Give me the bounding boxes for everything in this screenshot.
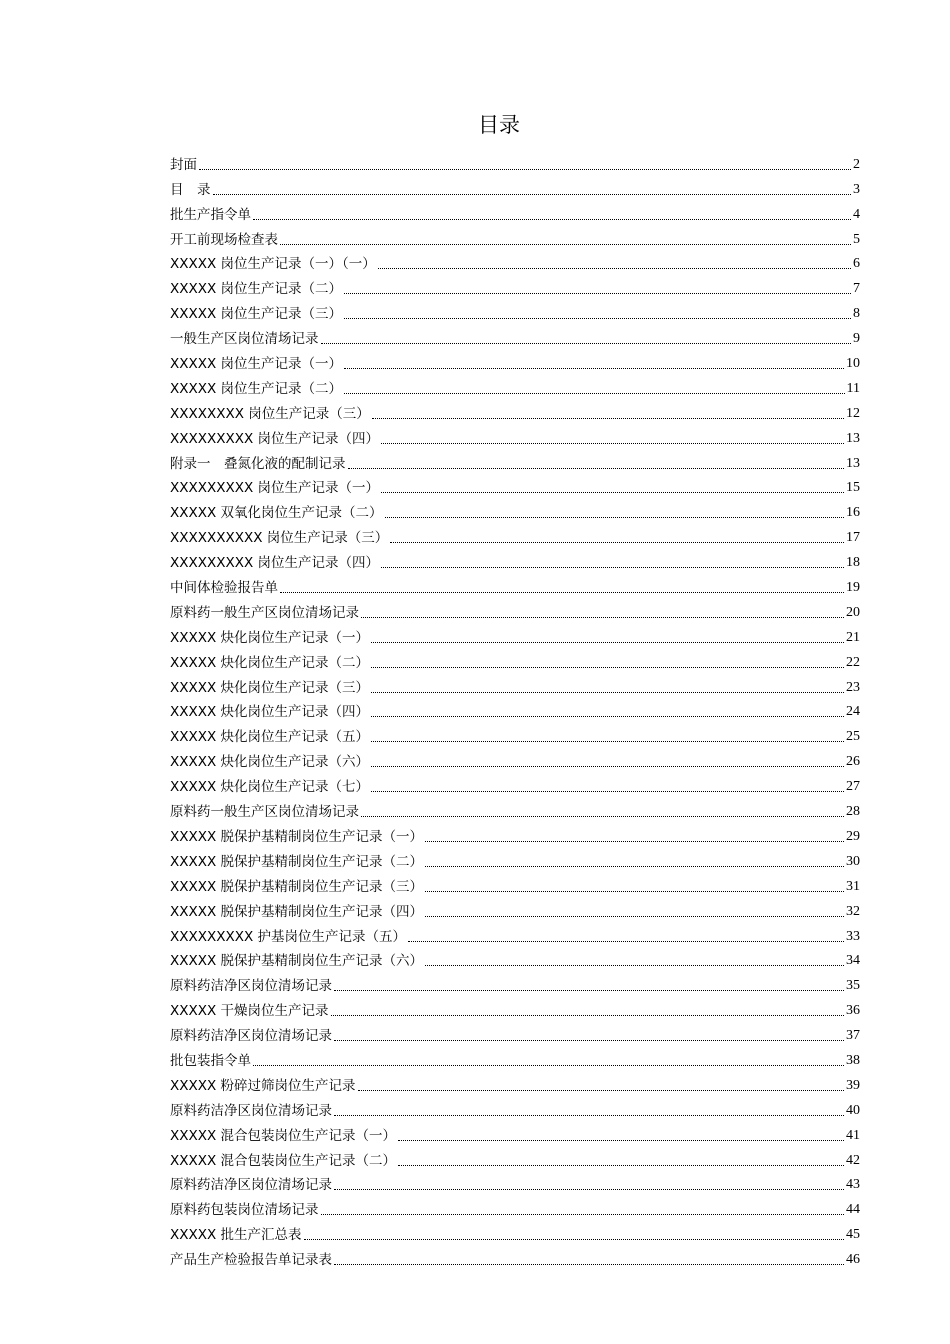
toc-entry[interactable] <box>170 1219 860 1244</box>
toc-entry-page-number: 4 <box>853 206 860 222</box>
toc-entry[interactable] <box>170 348 860 373</box>
toc-entry-label: 封面 <box>170 156 197 173</box>
toc-entry-page-number: 32 <box>846 903 860 919</box>
toc-entry-label: XXXXXXXXXX 岗位生产记录（三） <box>170 530 389 547</box>
toc-entry-page-number: 43 <box>846 1177 860 1193</box>
toc-entry-page-number: 33 <box>846 928 860 944</box>
dot-leader <box>280 244 851 245</box>
toc-entry[interactable] <box>170 199 860 224</box>
dot-leader <box>334 1189 844 1190</box>
toc-entry-page-number: 18 <box>846 555 860 571</box>
dot-leader <box>280 592 844 593</box>
toc-entry[interactable] <box>170 821 860 846</box>
toc-entry[interactable] <box>170 746 860 771</box>
toc-entry[interactable] <box>170 846 860 871</box>
toc-list <box>170 149 860 1269</box>
toc-entry-label: 附录一 叠氮化液的配制记录 <box>170 455 346 472</box>
toc-entry-page-number: 21 <box>846 629 860 645</box>
toc-entry[interactable] <box>170 896 860 921</box>
toc-entry-label: XXXXXXXX 岗位生产记录（三） <box>170 405 370 422</box>
toc-entry-label: XXXXX 炔化岗位生产记录（四） <box>170 704 370 721</box>
dot-leader <box>378 268 851 269</box>
toc-entry-label: 批包装指令单 <box>170 1052 251 1069</box>
dot-leader <box>344 293 851 294</box>
dot-leader <box>425 916 844 917</box>
dot-leader <box>331 1015 844 1016</box>
toc-entry-label: XXXXX 炔化岗位生产记录（六） <box>170 754 370 771</box>
dot-leader <box>199 169 851 170</box>
toc-entry-label: XXXXXXXXX 岗位生产记录（四） <box>170 430 380 447</box>
toc-entry-page-number: 40 <box>846 1102 860 1118</box>
toc-entry-label: 批生产指令单 <box>170 206 251 223</box>
dot-leader <box>371 667 844 668</box>
toc-entry-label: 产品生产检验报告单记录表 <box>170 1252 332 1269</box>
toc-entry-page-number: 3 <box>853 181 860 197</box>
toc-entry-page-number: 13 <box>846 455 860 471</box>
toc-entry[interactable] <box>170 522 860 547</box>
toc-entry[interactable] <box>170 249 860 274</box>
toc-entry-page-number: 30 <box>846 853 860 869</box>
toc-entry[interactable] <box>170 373 860 398</box>
toc-entry-label: 目 录 <box>170 181 211 198</box>
toc-entry[interactable] <box>170 497 860 522</box>
toc-entry[interactable] <box>170 1145 860 1170</box>
toc-entry-page-number: 22 <box>846 654 860 670</box>
dot-leader <box>381 492 844 493</box>
toc-entry-label: XXXXX 双氧化岗位生产记录（二） <box>170 505 383 522</box>
toc-entry-label: XXXXX 岗位生产记录（三） <box>170 306 343 323</box>
toc-entry-page-number: 20 <box>846 604 860 620</box>
toc-entry-label: XXXXX 脱保护基精制岗位生产记录（三） <box>170 878 424 895</box>
toc-entry-label: XXXXX 炔化岗位生产记录（三） <box>170 679 370 696</box>
toc-entry-page-number: 41 <box>846 1127 860 1143</box>
toc-entry[interactable] <box>170 946 860 971</box>
toc-entry[interactable] <box>170 448 860 473</box>
dot-leader <box>344 393 844 394</box>
dot-leader <box>321 343 852 344</box>
toc-entry-page-number: 26 <box>846 754 860 770</box>
toc-entry-page-number: 12 <box>846 405 860 421</box>
toc-entry-page-number: 37 <box>846 1028 860 1044</box>
toc-entry[interactable] <box>170 323 860 348</box>
toc-entry[interactable] <box>170 1120 860 1145</box>
dot-leader <box>358 1090 844 1091</box>
toc-entry-label: XXXXX 岗位生产记录（二） <box>170 380 343 397</box>
toc-entry-page-number: 44 <box>846 1202 860 1218</box>
dot-leader <box>371 716 844 717</box>
dot-leader <box>425 891 844 892</box>
toc-entry[interactable] <box>170 597 860 622</box>
toc-entry-page-number: 16 <box>846 505 860 521</box>
toc-entry-label: 中间体检验报告单 <box>170 580 278 597</box>
toc-entry-page-number: 31 <box>846 878 860 894</box>
toc-entry-label: 原料药洁净区岗位清场记录 <box>170 1177 332 1194</box>
toc-entry[interactable] <box>170 547 860 572</box>
toc-entry-page-number: 6 <box>853 256 860 272</box>
toc-entry-page-number: 19 <box>846 580 860 596</box>
toc-entry[interactable] <box>170 970 860 995</box>
toc-entry[interactable] <box>170 647 860 672</box>
toc-entry-label: XXXXX 混合包装岗位生产记录（一） <box>170 1127 397 1144</box>
toc-entry-page-number: 46 <box>846 1252 860 1268</box>
toc-entry-page-number: 7 <box>853 281 860 297</box>
dot-leader <box>348 468 845 469</box>
toc-entry[interactable] <box>170 273 860 298</box>
toc-entry[interactable] <box>170 473 860 498</box>
dot-leader <box>408 941 844 942</box>
toc-entry-page-number: 8 <box>853 306 860 322</box>
toc-entry[interactable] <box>170 149 860 174</box>
toc-entry-page-number: 13 <box>846 430 860 446</box>
toc-entry-page-number: 17 <box>846 530 860 546</box>
dot-leader <box>304 1239 844 1240</box>
dot-leader <box>361 816 844 817</box>
toc-entry-label: XXXXX 脱保护基精制岗位生产记录（六） <box>170 953 424 970</box>
toc-entry-label: XXXXX 脱保护基精制岗位生产记录（四） <box>170 903 424 920</box>
toc-entry[interactable] <box>170 721 860 746</box>
toc-entry-page-number: 38 <box>846 1052 860 1068</box>
dot-leader <box>361 617 844 618</box>
toc-entry-label: XXXXXXXXX 护基岗位生产记录（五） <box>170 928 407 945</box>
toc-entry-page-number: 23 <box>846 679 860 695</box>
dot-leader <box>344 368 844 369</box>
toc-entry-page-number: 36 <box>846 1003 860 1019</box>
dot-leader <box>334 1040 844 1041</box>
toc-entry-label: 原料药洁净区岗位清场记录 <box>170 1102 332 1119</box>
toc-entry-label: XXXXX 混合包装岗位生产记录（二） <box>170 1152 397 1169</box>
dot-leader <box>371 642 844 643</box>
toc-entry-label: 一般生产区岗位清场记录 <box>170 331 319 348</box>
toc-entry[interactable] <box>170 771 860 796</box>
toc-entry[interactable] <box>170 1170 860 1195</box>
toc-entry[interactable] <box>170 622 860 647</box>
toc-entry[interactable] <box>170 1070 860 1095</box>
toc-entry-label: 原料药一般生产区岗位清场记录 <box>170 604 359 621</box>
toc-entry-page-number: 24 <box>846 704 860 720</box>
toc-entry[interactable] <box>170 921 860 946</box>
toc-entry[interactable] <box>170 1095 860 1120</box>
dot-leader <box>425 866 844 867</box>
toc-entry[interactable] <box>170 224 860 249</box>
dot-leader <box>371 741 844 742</box>
dot-leader <box>372 418 844 419</box>
toc-entry[interactable] <box>170 1020 860 1045</box>
toc-entry[interactable] <box>170 398 860 423</box>
toc-entry-label: XXXXX 炔化岗位生产记录（二） <box>170 654 370 671</box>
dot-leader <box>425 965 844 966</box>
toc-entry-page-number: 29 <box>846 828 860 844</box>
dot-leader <box>253 219 851 220</box>
toc-entry-label: XXXXX 岗位生产记录（一） <box>170 356 343 373</box>
toc-entry[interactable] <box>170 423 860 448</box>
dot-leader <box>334 1115 844 1116</box>
toc-entry[interactable] <box>170 174 860 199</box>
toc-entry-page-number: 35 <box>846 978 860 994</box>
toc-entry-label: 原料药一般生产区岗位清场记录 <box>170 804 359 821</box>
toc-entry[interactable] <box>170 1194 860 1219</box>
toc-entry[interactable] <box>170 697 860 722</box>
toc-entry-page-number: 27 <box>846 779 860 795</box>
toc-entry[interactable] <box>170 572 860 597</box>
toc-entry-label: XXXXX 岗位生产记录（一）（一） <box>170 256 376 273</box>
dot-leader <box>334 1264 844 1265</box>
dot-leader <box>253 1065 844 1066</box>
toc-entry-label: XXXXX 粉碎过筛岗位生产记录 <box>170 1077 356 1094</box>
dot-leader <box>213 194 852 195</box>
toc-entry-label: XXXXX 脱保护基精制岗位生产记录（一） <box>170 828 424 845</box>
toc-entry-page-number: 11 <box>846 380 860 396</box>
toc-entry[interactable] <box>170 1244 860 1269</box>
toc-entry-label: XXXXXXXXX 岗位生产记录（四） <box>170 555 380 572</box>
toc-entry-page-number: 10 <box>846 356 860 372</box>
toc-entry-page-number: 25 <box>846 729 860 745</box>
toc-entry-label: XXXXX 炔化岗位生产记录（一） <box>170 629 370 646</box>
toc-entry-page-number: 2 <box>853 156 860 172</box>
dot-leader <box>390 542 844 543</box>
dot-leader <box>371 766 844 767</box>
toc-entry-page-number: 15 <box>846 480 860 496</box>
toc-entry[interactable] <box>170 871 860 896</box>
dot-leader <box>371 692 844 693</box>
dot-leader <box>344 318 851 319</box>
toc-entry-label: 开工前现场检查表 <box>170 231 278 248</box>
toc-entry[interactable] <box>170 995 860 1020</box>
dot-leader <box>381 443 844 444</box>
dot-leader <box>385 517 844 518</box>
toc-entry-label: XXXXX 岗位生产记录（二） <box>170 281 343 298</box>
toc-entry-label: XXXXX 干燥岗位生产记录 <box>170 1003 329 1020</box>
toc-entry-page-number: 45 <box>846 1227 860 1243</box>
toc-entry[interactable] <box>170 796 860 821</box>
toc-entry-label: XXXXX 批生产汇总表 <box>170 1227 302 1244</box>
dot-leader <box>371 791 844 792</box>
toc-entry-label: XXXXX 炔化岗位生产记录（五） <box>170 729 370 746</box>
toc-entry[interactable] <box>170 298 860 323</box>
toc-entry-label: 原料药洁净区岗位清场记录 <box>170 1028 332 1045</box>
toc-title: 目录 <box>478 113 520 137</box>
dot-leader <box>381 567 844 568</box>
dot-leader <box>398 1140 844 1141</box>
dot-leader <box>321 1214 845 1215</box>
toc-entry-page-number: 34 <box>846 953 860 969</box>
toc-entry-label: XXXXX 脱保护基精制岗位生产记录（二） <box>170 853 424 870</box>
dot-leader <box>334 990 844 991</box>
toc-entry-label: XXXXXXXXX 岗位生产记录（一） <box>170 480 380 497</box>
toc-entry[interactable] <box>170 1045 860 1070</box>
toc-entry-page-number: 42 <box>846 1152 860 1168</box>
toc-entry-label: 原料药洁净区岗位清场记录 <box>170 978 332 995</box>
toc-entry[interactable] <box>170 672 860 697</box>
toc-entry-label: 原料药包装岗位清场记录 <box>170 1202 319 1219</box>
toc-entry-page-number: 39 <box>846 1077 860 1093</box>
toc-entry-label: XXXXX 炔化岗位生产记录（七） <box>170 779 370 796</box>
toc-entry-page-number: 9 <box>853 331 860 347</box>
toc-entry-page-number: 5 <box>853 231 860 247</box>
dot-leader <box>425 841 844 842</box>
toc-entry-page-number: 28 <box>846 804 860 820</box>
dot-leader <box>398 1165 844 1166</box>
